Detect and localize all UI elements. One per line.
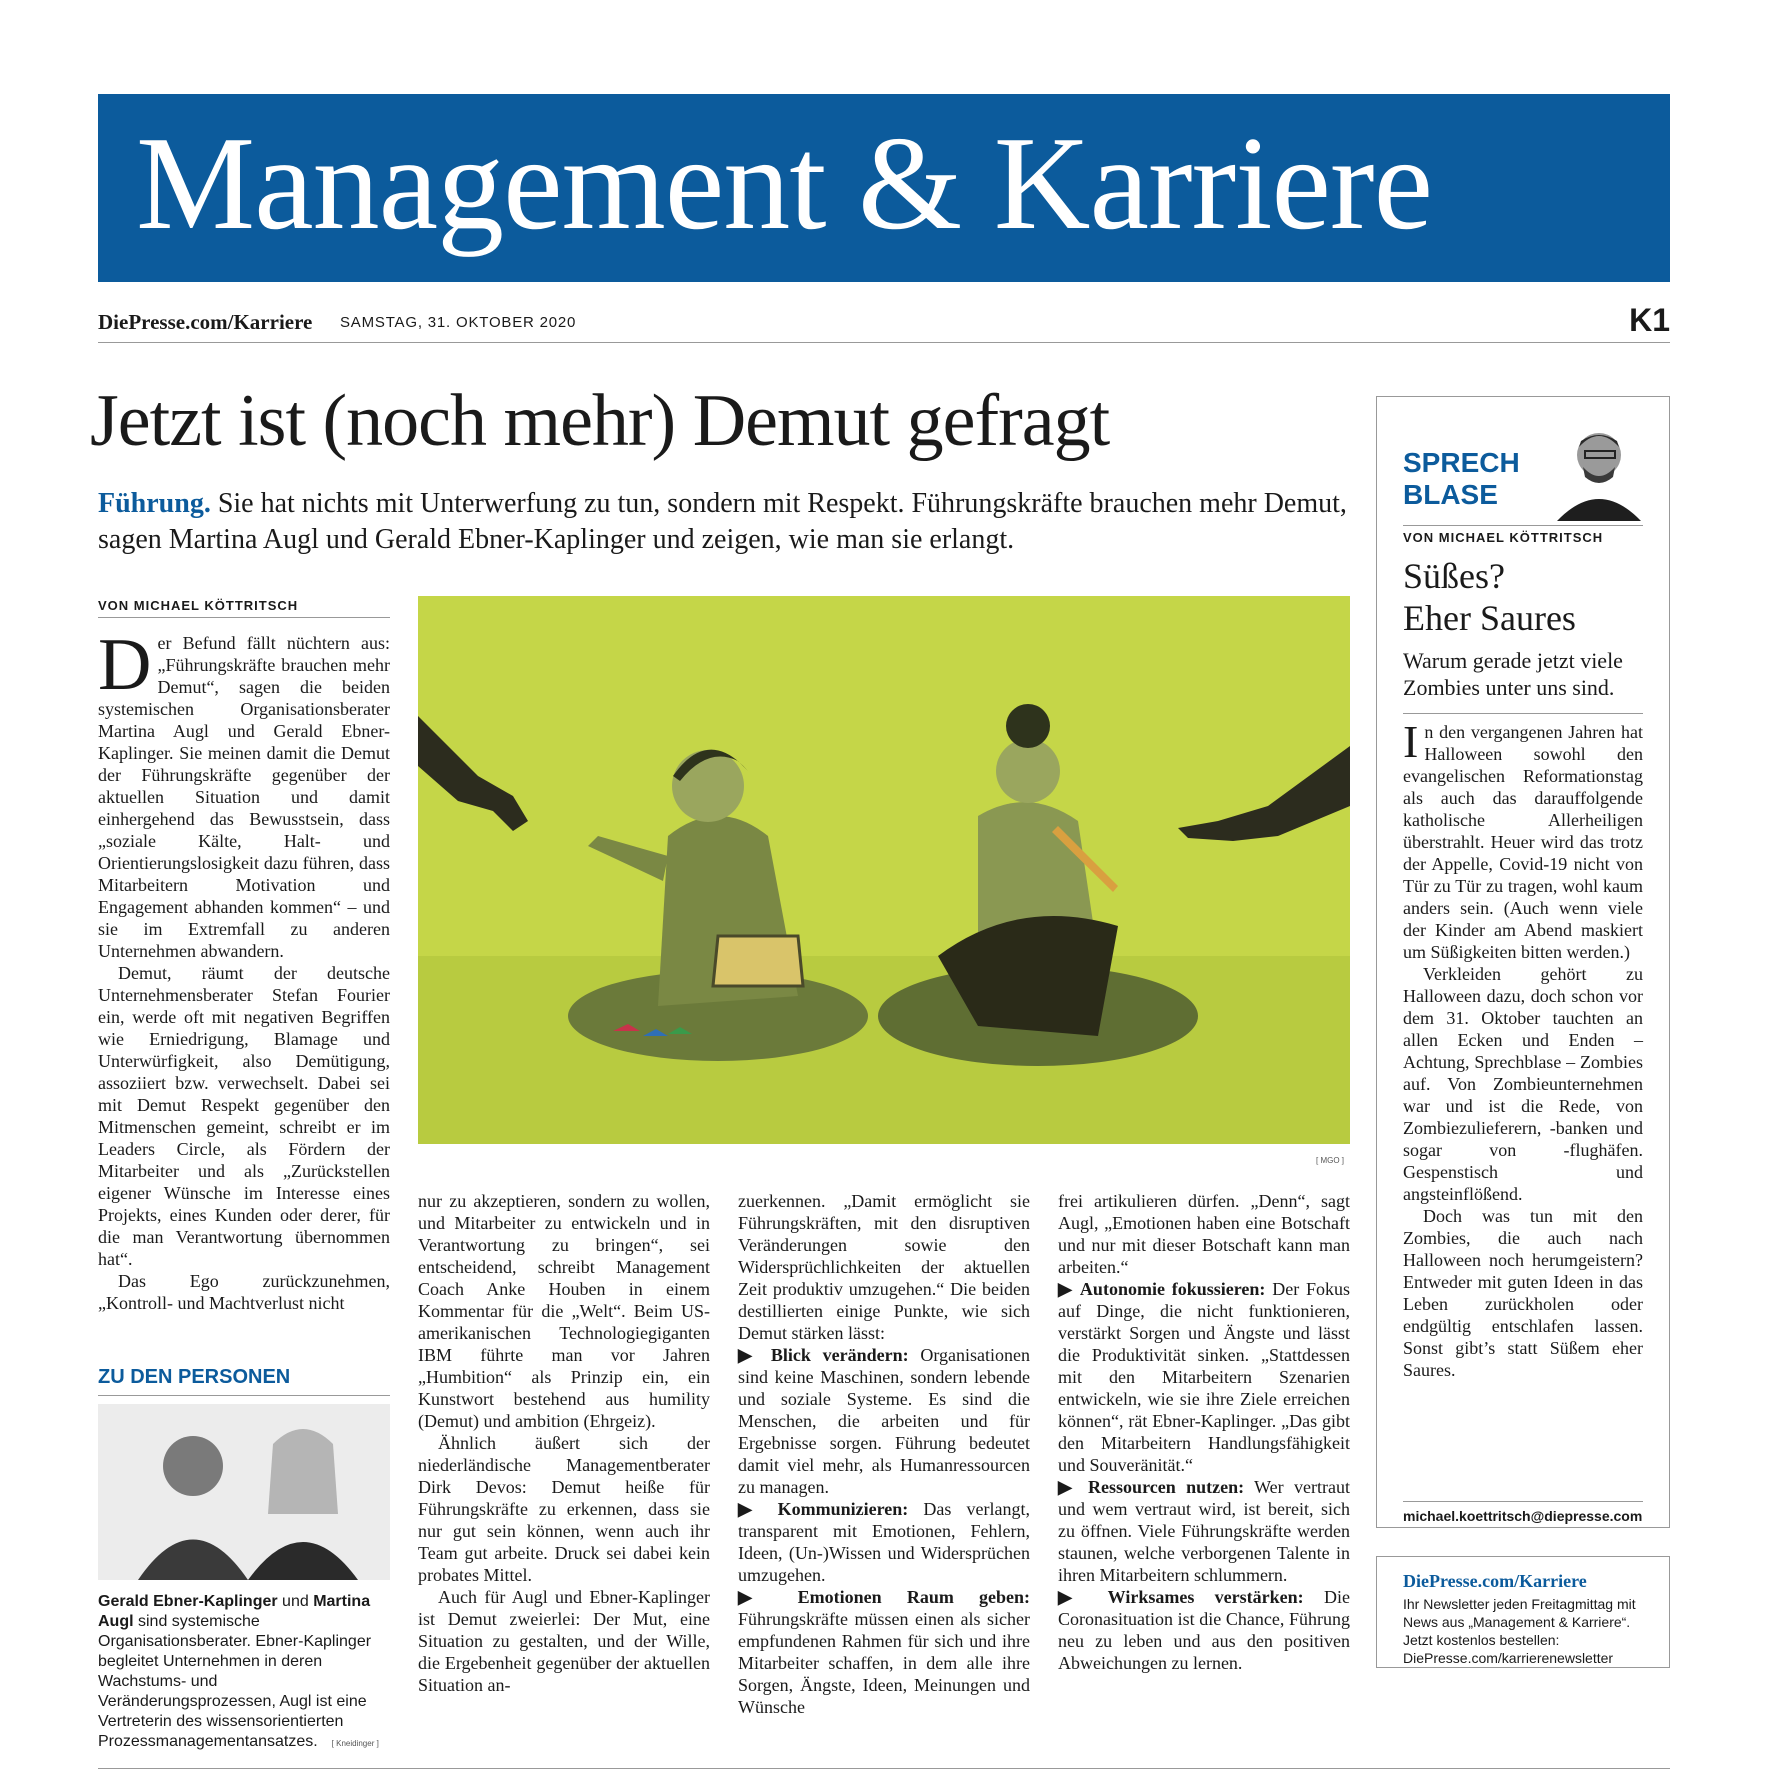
newsletter-link[interactable]: DiePresse.com/Karriere xyxy=(1403,1571,1587,1591)
sidebar-column xyxy=(1376,396,1670,1528)
column-body xyxy=(1403,716,1643,1381)
column-byline: VON MICHAEL KÖTTRITSCH xyxy=(1403,525,1643,545)
persons-caption: Gerald Ebner-Kaplinger und Martina Augl sind systemische Organisationsberater. Ebner-Kaplinger begleitet Unternehmen in deren Wachstums- und Veränderungsprozessen, Augl ist eine Vertreterin des wissensorientierten Prozessmanagementansatzes. [ Kneidinger ] xyxy=(98,1593,379,1750)
illustration-graphic xyxy=(418,596,1350,1144)
point-ressourcen: ▶ Ressourcen nutzen: Wer vertraut und wem vertraut wird, ist bereit, sich zu öffnen. Viele Führungskräfte werden staunen, welche verborgenen Talente in ihren Mitarbeitern schlummern. xyxy=(1058,1477,1350,1585)
point-autonomie: ▶ Autonomie fokussieren: Der Fokus auf Dinge, die nicht funktionieren, verstärkt Sorgen und Ängste und lässt die Produktivität sinken. „Stattdessen mit den Mitarbeitern Szenarien entwickeln, wie sie ihre Ziele erreichen können“, rät Ebner-Kaplinger. „Das gibt den Mitarbeitern Handlungsfähigkeit und Souveränität.“ xyxy=(1058,1279,1350,1475)
newsletter-text: Ihr Newsletter jeden Freitagmittag mit News aus „Management & Karriere“. Jetzt kostenlos bestellen: DiePresse.com/karrierenewsletter xyxy=(1403,1596,1636,1666)
portrait-woman-hair xyxy=(268,1429,338,1514)
paragraph: Der Befund fällt nüchtern aus: „Führungskräfte brauchen mehr Demut“, sagen die beiden systemischen Organisationsberater Martina Augl und Gerald Ebner-Kaplinger. Sie meinen damit die Demut der Führungskräfte gegenüber der aktuellen Situation und damit einhergehend das Bewusstsein, dass „soziale Kälte, Halt- und Orientierungslosigkeit dazu führen, dass Mitarbeitern Motivation und Engagement abhanden kommen“ – und sie im Extremfall zu anderen Unternehmen abwandern. xyxy=(98,624,390,961)
paragraph: Demut, räumt der deutsche Unternehmensberater Stefan Fourier ein, werde oft mit negativen Begriffen wie Erniedrigung, Blamage und Unterwürfigkeit, also Demütigung, assoziiert bzw. verwechselt. Dabei sei mit Demut Respekt gegenüber den Mitmenschen gemeint, schreibt er im Leaders Circle, als Fördern der Mitarbeiter und als „Zurückstellen eigener Wünsche im Interesse eines Projekts, eines Kunden oder derer, für die man Verantwortung übernommen hat“. xyxy=(98,963,390,1269)
article-column-1 xyxy=(98,624,390,1314)
crown-icon xyxy=(713,936,803,986)
article-column-3 xyxy=(738,1190,1030,1718)
drop-cap: D xyxy=(98,624,152,706)
photo-credit: [ Kneidinger ] xyxy=(331,1739,379,1748)
divider xyxy=(98,1768,1670,1769)
point-blick: ▶ Blick verändern: Organisationen sind keine Maschinen, sondern lebende und soziale Systeme. Es sind die Menschen, die arbeiten und für Ergebnisse sorgen. Führung bedeutet damit viel mehr, als Humanressourcen zu managen. xyxy=(738,1345,1030,1497)
paragraph: Doch was tun mit den Zombies, die auch nach Halloween noch herumgeistern? Entweder mit guten Ideen in das Leben zurückholen oder endgültig entschlafen lassen. Sonst gibt’s statt Süßem eher Saures. xyxy=(1403,1206,1643,1380)
divider xyxy=(98,342,1670,343)
article-headline: Jetzt ist (noch mehr) Demut gefragt xyxy=(90,380,1110,462)
paragraph: nur zu akzeptieren, sondern zu wollen, und Mitarbeiter zu entwickeln und in Verantwortung zu bringen“, sei entscheidend, schreibt Management Coach Anke Houben in einem Kommentar für die „Welt“. Beim US-amerikanischen Technologiegiganten IBM führte man vor Jahren „Humbition“ als Prinzip ein, ein Kunstwort bestehend aus humility (Demut) und ambition (Ehrgeiz). xyxy=(418,1191,710,1431)
point-emotionen: ▶ Emotionen Raum geben: Führungskräfte müssen einen als sicher empfundenen Rahmen für sich und ihre Mitarbeiter schaffen, in dem alle ihre Sorgen, Ängste, Ideen, Meinungen und Wünsche xyxy=(738,1587,1030,1717)
column-subtitle: Warum gerade jetzt viele Zombies unter uns sind. xyxy=(1403,648,1623,700)
lead-text: Sie hat nichts mit Unterwerfung zu tun, sondern mit Respekt. Führungskräfte brauchen mehr Demut, sagen Martina Augl und Gerald Ebner-Kaplinger und zeigen, wie man sie erlangt. xyxy=(98,488,1347,555)
paragraph: In den vergangenen Jahren hat Halloween sowohl den evangelischen Reformationstag als auch das darauffolgende katholische Allerheiligen überstrahlt. Heuer wird das trotz der Appelle, Covid-19 nicht von Tür zu Tür zu tragen, wohl kaum anders sein. (Auch wenn viele der Kinder am Abend maskiert um Süßigkeiten bitten werden.) xyxy=(1403,716,1643,962)
article-illustration xyxy=(418,596,1350,1144)
article-column-2 xyxy=(418,1190,710,1696)
paragraph: Das Ego zurückzunehmen, „Kontroll- und Machtverlust nicht xyxy=(98,1271,390,1313)
figure-woman-hair xyxy=(1006,704,1050,748)
persons-heading: ZU DEN PERSONEN xyxy=(98,1366,390,1396)
lead-kicker: Führung. xyxy=(98,488,211,519)
paragraph: Auch für Augl und Ebner-Kaplinger ist Demut zweierlei: Der Mut, eine Situation zu gestalten, und der Wille, die Ergebenheit gegenüber der aktuellen Situation an- xyxy=(418,1587,710,1695)
article-lead xyxy=(98,486,1358,558)
persons-portrait-graphic xyxy=(98,1404,390,1580)
author-email-link[interactable]: michael.koettritsch@diepresse.com xyxy=(1403,1501,1643,1524)
site-name: DiePresse.com/Karriere xyxy=(98,310,313,334)
newsletter-box xyxy=(1376,1556,1670,1668)
figure-man-head xyxy=(672,750,744,822)
illustration-floor xyxy=(418,956,1350,1144)
portrait-man-head xyxy=(163,1436,223,1496)
article-byline: VON MICHAEL KÖTTRITSCH xyxy=(98,598,390,618)
section-masthead xyxy=(98,94,1670,282)
persons-photo xyxy=(98,1404,390,1580)
paragraph: Ähnlich äußert sich der niederländische Managementberater Dirk Devos: Demut heiße für Führungskräfte zu erkennen, dass sie nur gut sein können, wenn auch ihr Team gut arbeite. Druck sei dabei kein probates Mittel. xyxy=(418,1433,710,1585)
drop-cap: I xyxy=(1403,716,1419,767)
author-portrait xyxy=(1547,419,1647,521)
article-column-4 xyxy=(1058,1190,1350,1674)
section-title: Management & Karriere xyxy=(136,109,1433,257)
column-kicker: SPRECH BLASE xyxy=(1403,447,1520,510)
point-kommunizieren: ▶ Kommunizieren: Das verlangt, transparent mit Emotionen, Fehlern, Ideen, (Un-)Wissen und Widersprüchen umzugehen. xyxy=(738,1499,1030,1585)
paragraph: frei artikulieren dürfen. „Denn“, sagt Augl, „Emotionen haben eine Botschaft und nur mit dieser Botschaft kann man arbeiten.“ xyxy=(1058,1191,1350,1277)
dateline xyxy=(98,302,1670,338)
image-credit: [ MGO ] xyxy=(1316,1156,1344,1165)
figure-woman-head xyxy=(996,739,1060,803)
column-title: Süßes? Eher Saures xyxy=(1403,556,1576,638)
divider xyxy=(1403,713,1643,714)
paragraph: Verkleiden gehört zu Halloween dazu, doch schon vor dem 31. Oktober tauchten an allen Ecken und Enden – Achtung, Sprechblase – Zombies auf. Von Zombieunternehmen war und ist die Rede, von Zombiezulieferern, -banken und sogar von -flughäfen. Gespenstisch und angsteinflößend. xyxy=(1403,964,1643,1204)
issue-date: SAMSTAG, 31. OKTOBER 2020 xyxy=(340,314,577,331)
point-wirksames: ▶ Wirksames verstärken: Die Coronasituation ist die Chance, Führung neu zu leben und aus den positiven Abweichungen zu lernen. xyxy=(1058,1587,1350,1673)
page-number: K1 xyxy=(1629,302,1670,338)
paragraph: zuerkennen. „Damit ermöglicht sie Führungskräften, mit den disruptiven Veränderungen sowie den Widersprüchlichkeiten der aktuellen Zeit produktiv umzugehen.“ Die beiden destillierten einige Punkte, wie sich Demut stärken lässt: xyxy=(738,1191,1030,1343)
